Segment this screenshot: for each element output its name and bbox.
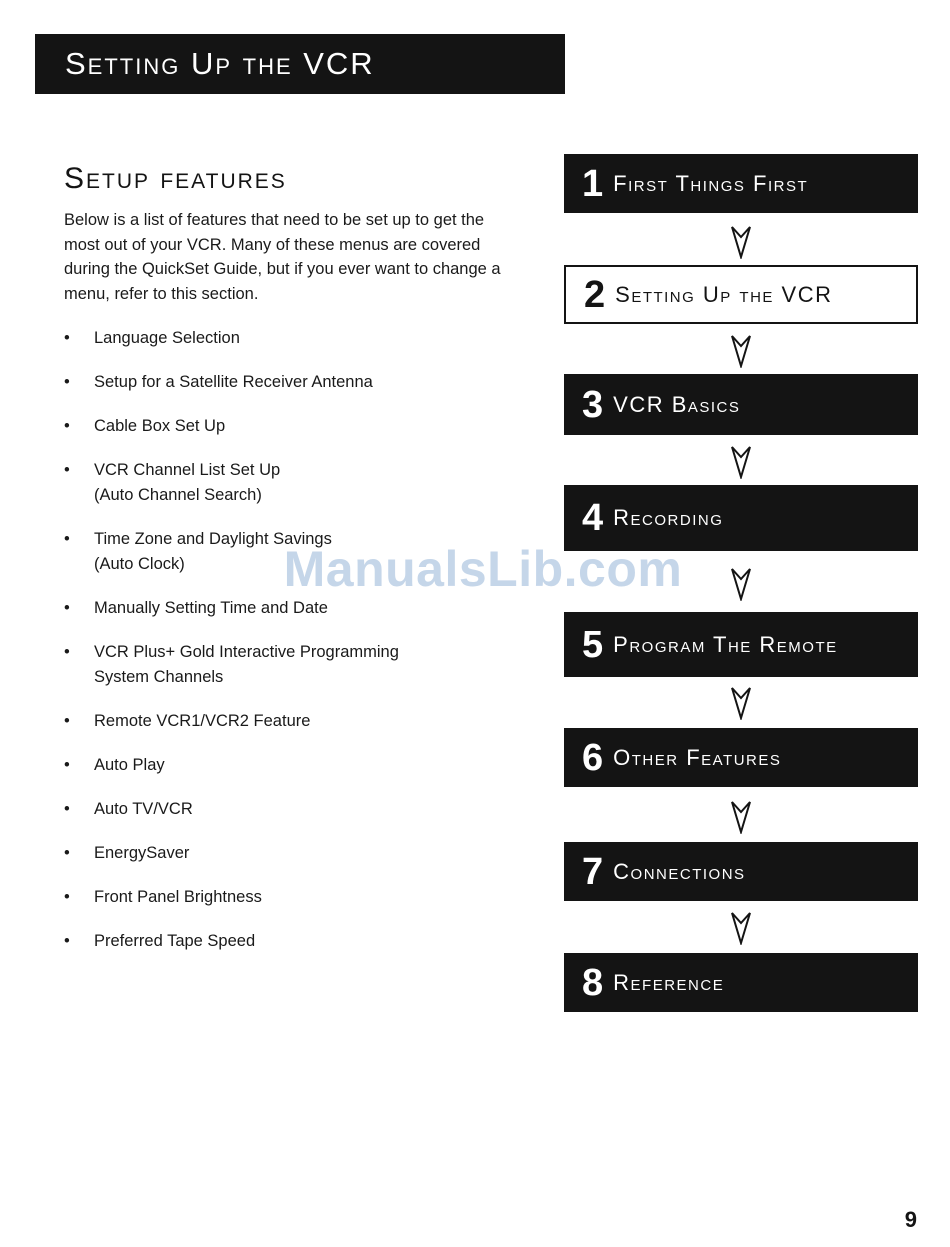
step-reference[interactable] xyxy=(564,953,918,1012)
feature-label: VCR Plus+ Gold Interactive Programming xyxy=(94,643,399,661)
down-arrow-icon xyxy=(730,567,752,601)
step-number: 3 xyxy=(582,383,604,426)
feature-label: Cable Box Set Up xyxy=(94,417,226,435)
feature-sublabel: (Auto Clock) xyxy=(94,554,185,573)
step-number: 1 xyxy=(582,162,604,205)
chapter-title: Setting Up the VCR xyxy=(65,46,375,81)
bullet: • xyxy=(64,530,70,548)
step-number: 2 xyxy=(584,273,606,316)
feature-sublabel: System Channels xyxy=(94,667,224,686)
step-connections[interactable] xyxy=(564,842,918,901)
step-number: 4 xyxy=(582,497,604,539)
page-number: 9 xyxy=(904,1207,917,1232)
step-number: 8 xyxy=(582,961,604,1004)
bullet: • xyxy=(64,417,70,435)
chapter-header xyxy=(35,34,565,94)
intro-paragraph: Below is a list of features that need to be set up to get the most out of your VCR. Many of these menus are covered during the QuickSet Guide, but if you ever want to change a menu, refer to this section. xyxy=(64,211,501,303)
chapter-steps xyxy=(564,0,918,1247)
feature-label: Preferred Tape Speed xyxy=(94,932,256,950)
bullet: • xyxy=(64,712,70,730)
step-vcr-basics[interactable] xyxy=(564,374,918,435)
step-number: 7 xyxy=(582,850,604,893)
down-arrow-icon xyxy=(730,911,752,945)
step-first-things-first[interactable] xyxy=(564,154,918,213)
down-arrow-icon xyxy=(730,445,752,479)
feature-label: Language Selection xyxy=(94,329,240,347)
step-number: 6 xyxy=(582,736,604,779)
step-number: 5 xyxy=(582,623,604,666)
feature-label: EnergySaver xyxy=(94,844,190,862)
step-label: First Things First xyxy=(613,170,809,196)
bullet: • xyxy=(64,329,70,347)
bullet: • xyxy=(64,373,70,391)
feature-label: Setup for a Satellite Receiver Antenna xyxy=(94,373,373,391)
bullet: • xyxy=(64,800,70,818)
bullet: • xyxy=(64,844,70,862)
feature-label: Remote VCR1/VCR2 Feature xyxy=(94,712,311,730)
bullet: • xyxy=(64,888,70,906)
bullet: • xyxy=(64,932,70,950)
step-label: Other Features xyxy=(613,744,782,770)
watermark: ManualsLib.com xyxy=(283,541,683,597)
down-arrow-icon xyxy=(730,800,752,834)
feature-label: Time Zone and Daylight Savings xyxy=(94,530,332,548)
bullet: • xyxy=(64,461,70,479)
feature-label: Front Panel Brightness xyxy=(94,888,262,906)
feature-label: Auto TV/VCR xyxy=(94,800,193,818)
step-label: Connections xyxy=(613,858,746,884)
step-label: Recording xyxy=(613,505,724,530)
down-arrow-icon xyxy=(730,686,752,720)
step-label: Program The Remote xyxy=(613,631,838,657)
step-label: VCR Basics xyxy=(613,391,741,417)
down-arrow-icon xyxy=(730,225,752,259)
feature-label: VCR Channel List Set Up xyxy=(94,461,281,479)
down-arrow-icon xyxy=(730,334,752,368)
bullet: • xyxy=(64,599,70,617)
feature-sublabel: (Auto Channel Search) xyxy=(94,485,262,504)
bullet: • xyxy=(64,643,70,661)
feature-label: Auto Play xyxy=(94,756,165,774)
bullet: • xyxy=(64,756,70,774)
feature-label: Manually Setting Time and Date xyxy=(94,599,328,617)
step-setting-up-the-vcr[interactable] xyxy=(564,265,918,324)
step-other-features[interactable] xyxy=(564,728,918,787)
step-label: Setting Up the VCR xyxy=(615,281,833,307)
step-program-the-remote[interactable] xyxy=(564,612,918,677)
section-title: Setup features xyxy=(64,162,287,195)
step-label: Reference xyxy=(613,969,725,995)
